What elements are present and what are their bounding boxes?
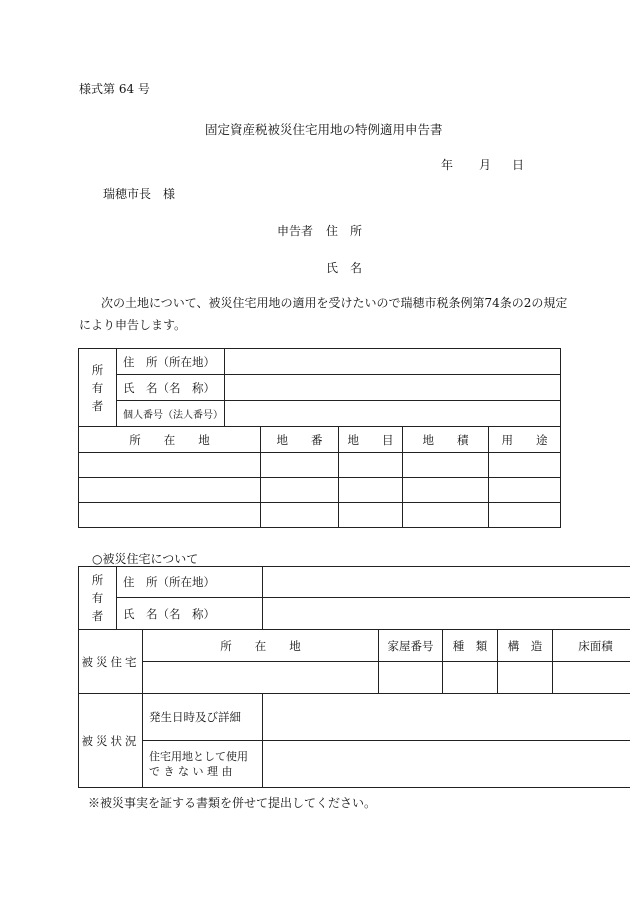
land-lot-number-cell[interactable] [261, 453, 339, 478]
house-owner-name-field[interactable] [263, 598, 630, 630]
land-category-cell[interactable] [339, 478, 403, 503]
table-row [79, 478, 561, 503]
land-col-area: 地 積 [403, 427, 489, 453]
table-row [79, 453, 561, 478]
land-table [78, 348, 561, 528]
land-owner-name-field[interactable] [225, 375, 561, 401]
land-owner-char-2: 有 [91, 380, 104, 395]
house-type-cell[interactable] [443, 662, 498, 694]
land-category-cell[interactable] [339, 503, 403, 528]
land-area-cell[interactable] [403, 478, 489, 503]
house-structure-cell[interactable] [498, 662, 553, 694]
land-owner-address-label: 住 所（所在地） [117, 349, 225, 375]
unusable-reason-label [143, 741, 263, 788]
footnote: ※被災事実を証する書類を併せて提出してください。 [88, 796, 377, 810]
damaged-house-label: 被災住宅 [79, 630, 143, 694]
table-row [79, 503, 561, 528]
land-area-cell[interactable] [403, 503, 489, 528]
house-col-house-number: 家屋番号 [379, 630, 443, 662]
land-area-cell[interactable] [403, 453, 489, 478]
land-owner-address-field[interactable] [225, 349, 561, 375]
applicant-name-label: 氏 名 [326, 261, 363, 275]
house-number-cell[interactable] [379, 662, 443, 694]
land-lot-number-cell[interactable] [261, 478, 339, 503]
land-use-cell[interactable] [489, 503, 561, 528]
damage-detail-label: 発生日時及び詳細 [143, 694, 263, 741]
house-col-location: 所 在 地 [143, 630, 379, 662]
house-owner-address-field[interactable] [263, 567, 630, 598]
land-category-cell[interactable] [339, 453, 403, 478]
house-section-heading: ○被災住宅について [92, 552, 199, 566]
date-day: 日 [512, 158, 525, 172]
land-location-cell[interactable] [79, 478, 261, 503]
applicant-address-label: 住 所 [326, 224, 363, 238]
land-owner-char-1: 所 [91, 362, 104, 377]
house-floor-area-cell[interactable] [553, 662, 630, 694]
unusable-reason-line-2: で き な い 理 由 [149, 765, 233, 778]
body-text-line-2: により申告します。 [79, 318, 187, 332]
house-col-type: 種 類 [443, 630, 498, 662]
land-owner-number-field[interactable] [225, 401, 561, 427]
date-month: 月 [479, 158, 492, 172]
damage-detail-field[interactable] [263, 694, 630, 741]
house-location-cell[interactable] [143, 662, 379, 694]
house-owner-address-label: 住 所（所在地） [117, 567, 263, 598]
land-location-cell[interactable] [79, 453, 261, 478]
applicant-label: 申告者 [277, 224, 314, 238]
land-lot-number-cell[interactable] [261, 503, 339, 528]
house-owner-char-2: 有 [91, 591, 104, 605]
land-owner-char-3: 者 [91, 398, 104, 413]
land-col-location: 所 在 地 [79, 427, 261, 453]
house-owner-name-label: 氏 名（名 称） [117, 598, 263, 630]
house-owner-label [79, 567, 117, 630]
land-col-land-category: 地 目 [339, 427, 403, 453]
house-col-structure: 構 造 [498, 630, 553, 662]
house-col-floor-area: 床面積 [553, 630, 630, 662]
land-col-lot-number: 地 番 [261, 427, 339, 453]
date-year: 年 [441, 158, 454, 172]
addressee: 瑞穂市長 様 [103, 187, 176, 201]
land-col-use: 用 途 [489, 427, 561, 453]
unusable-reason-field[interactable] [263, 741, 630, 788]
house-table [78, 566, 630, 788]
land-owner-name-label: 氏 名（名 称） [117, 375, 225, 401]
land-use-cell[interactable] [489, 453, 561, 478]
body-text-line-1: 次の土地について、被災住宅用地の適用を受けたいので瑞穂市税条例第74条の2の規定 [101, 296, 568, 310]
land-location-cell[interactable] [79, 503, 261, 528]
damage-status-label: 被災状況 [79, 694, 143, 788]
table-row [79, 662, 630, 694]
page-title: 固定資産税被災住宅用地の特例適用申告書 [205, 122, 443, 137]
land-owner-number-label: 個人番号（法人番号） [117, 401, 225, 427]
form-number: 様式第 64 号 [79, 82, 150, 96]
unusable-reason-line-1: 住宅用地として使用 [149, 750, 248, 763]
house-owner-char-1: 所 [91, 573, 104, 587]
house-owner-char-3: 者 [91, 609, 104, 623]
land-use-cell[interactable] [489, 478, 561, 503]
land-owner-label [79, 349, 117, 427]
